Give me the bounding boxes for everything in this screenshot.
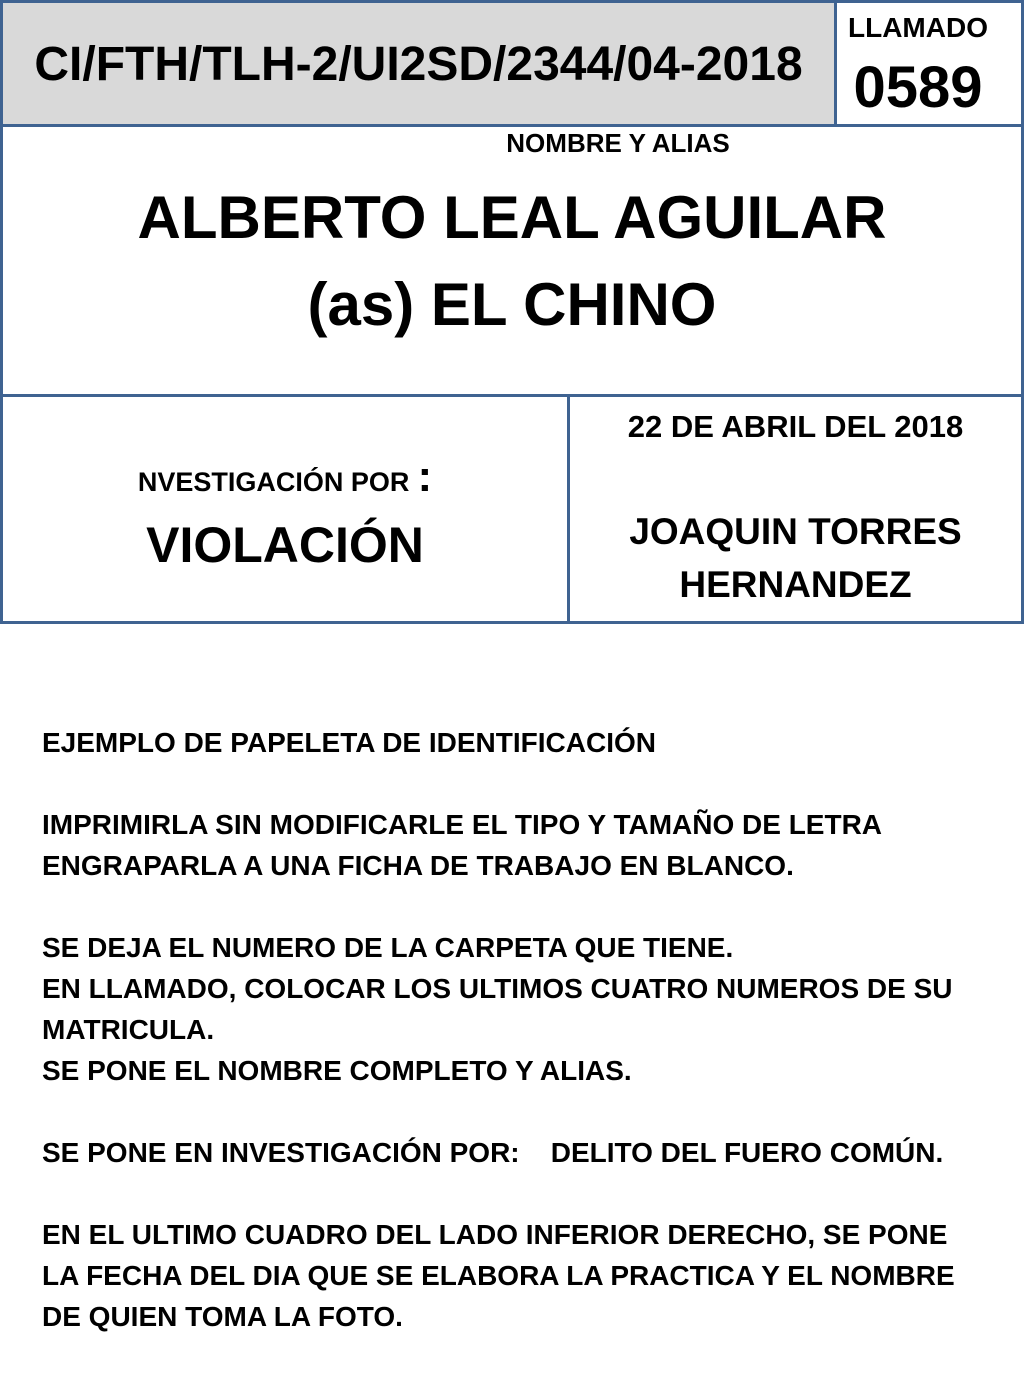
investigation-cell [0, 394, 570, 624]
subject-cell [0, 124, 1024, 397]
instruction-paragraph [42, 804, 955, 886]
instruction-line: SE PONE EL NOMBRE COMPLETO Y ALIAS. [42, 1055, 632, 1086]
investigation-label: NVESTIGACIÓN POR [137, 467, 410, 497]
case-number: CI/FTH/TLH-2/UI2SD/2344/04-2018 [34, 38, 803, 91]
photo-info-cell [567, 394, 1024, 624]
instruction-line: ENGRAPARLA A UNA FICHA DE TRABAJO EN BLANCO. [42, 850, 794, 881]
instruction-paragraph [42, 1132, 955, 1173]
subject-alias: (as) EL CHINO [307, 271, 717, 338]
offense: VIOLACIÓN [146, 517, 424, 573]
instruction-line: DE QUIEN TOMA LA FOTO. [42, 1301, 403, 1332]
instruction-line: SE PONE EN INVESTIGACIÓN POR: DELITO DEL FUERO COMÚN. [42, 1137, 944, 1168]
instruction-line: SE DEJA EL NUMERO DE LA CARPETA QUE TIENE. [42, 932, 734, 963]
instruction-line: MATRICULA. [42, 1014, 215, 1045]
photo-date: 22 DE ABRIL DEL 2018 [627, 409, 964, 444]
investigation-label-line [3, 452, 567, 507]
photographer-name: JOAQUIN TORRES HERNANDEZ [629, 511, 962, 605]
instruction-line: IMPRIMIRLA SIN MODIFICARLE EL TIPO Y TAMAÑO DE LETRA [42, 809, 883, 840]
llamado-cell [834, 0, 1024, 127]
instruction-paragraph [42, 1214, 955, 1337]
instruction-paragraph [42, 722, 955, 763]
name-alias-label: NOMBRE Y ALIAS [506, 128, 730, 158]
llamado-label: LLAMADO [848, 12, 988, 43]
subject-name: ALBERTO LEAL AGUILAR [137, 184, 887, 251]
instruction-paragraph [42, 927, 955, 1091]
llamado-number: 0589 [853, 55, 983, 120]
instruction-line: EN LLAMADO, COLOCAR LOS ULTIMOS CUATRO NUMEROS DE SU [42, 973, 953, 1004]
instructions [42, 722, 955, 1378]
case-number-cell [0, 0, 837, 127]
instruction-line: LA FECHA DEL DIA QUE SE ELABORA LA PRACTICA Y EL NOMBRE [42, 1260, 955, 1291]
instruction-line: EN EL ULTIMO CUADRO DEL LADO INFERIOR DERECHO, SE PONE [42, 1219, 948, 1250]
instruction-line: EJEMPLO DE PAPELETA DE IDENTIFICACIÓN [42, 727, 656, 758]
investigation-colon: : [417, 452, 433, 501]
